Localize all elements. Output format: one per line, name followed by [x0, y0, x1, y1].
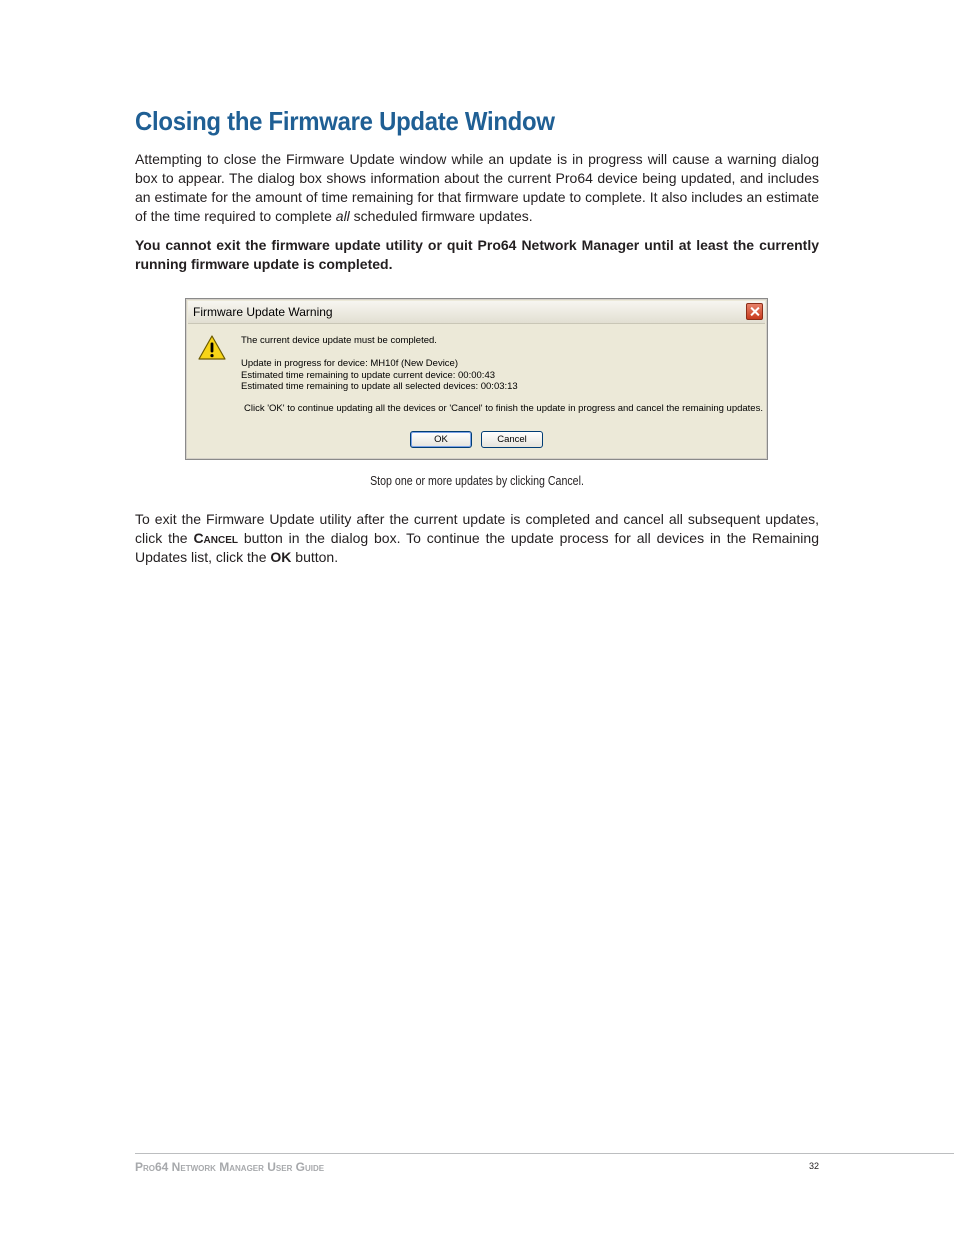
figure-caption: Stop one or more updates by clicking Cancel. [370, 474, 584, 488]
instructions-text-3: button. [291, 549, 339, 565]
dialog-title: Firmware Update Warning [193, 305, 333, 319]
warning-note: You cannot exit the firmware update utility or quit Pro64 Network Manager until at least the currently running firmware update is completed. [135, 237, 819, 272]
close-icon[interactable] [746, 303, 763, 320]
warning-icon [198, 335, 226, 361]
instructions-text-1: To exit the Firmware Update utility after the current update is completed and cancel all subsequent updates, click the [135, 511, 819, 546]
intro-text-1: Attempting to close the Firmware Update window while an update is in progress will cause a warning dialog box to appear. The dialog box shows information about the current Pro64 device being updated, and includes an estimate for the amount of time remaining for that firmware update to complete. It also includes an estimate of the time required to complete [135, 151, 819, 224]
dialog-message-4: Estimated time remaining to update all selected devices: 00:03:13 [241, 381, 518, 392]
intro-paragraph [135, 150, 819, 226]
dialog-message-2: Update in progress for device: MH10f (New Device) [241, 358, 459, 369]
ok-keyword: OK [270, 549, 292, 565]
cancel-button[interactable]: Cancel [481, 431, 543, 448]
instructions-paragraph [135, 510, 819, 567]
firmware-warning-dialog [185, 298, 768, 460]
ok-button[interactable]: OK [410, 431, 472, 448]
dialog-titlebar [188, 301, 765, 324]
intro-text-2: scheduled firmware updates. [349, 208, 533, 224]
footer-divider [135, 1153, 954, 1154]
dialog-message-5: Click 'OK' to continue updating all the devices or 'Cancel' to finish the update in progress and cancel the remaining updates. [244, 403, 763, 414]
instructions-text-2: button in the dialog box. To continue the update process for all devices in the Remaining Updates list, click the [135, 530, 819, 565]
section-heading: Closing the Firmware Update Window [135, 106, 555, 136]
intro-emphasis: all [335, 208, 350, 224]
dialog-message-1: The current device update must be completed. [241, 335, 437, 346]
footer-title: Pro64 Network Manager User Guide [135, 1160, 325, 1174]
cancel-keyword: Cancel [193, 530, 238, 546]
page-number: 32 [809, 1161, 820, 1171]
dialog-message-3: Estimated time remaining to update current device: 00:00:43 [241, 370, 496, 381]
